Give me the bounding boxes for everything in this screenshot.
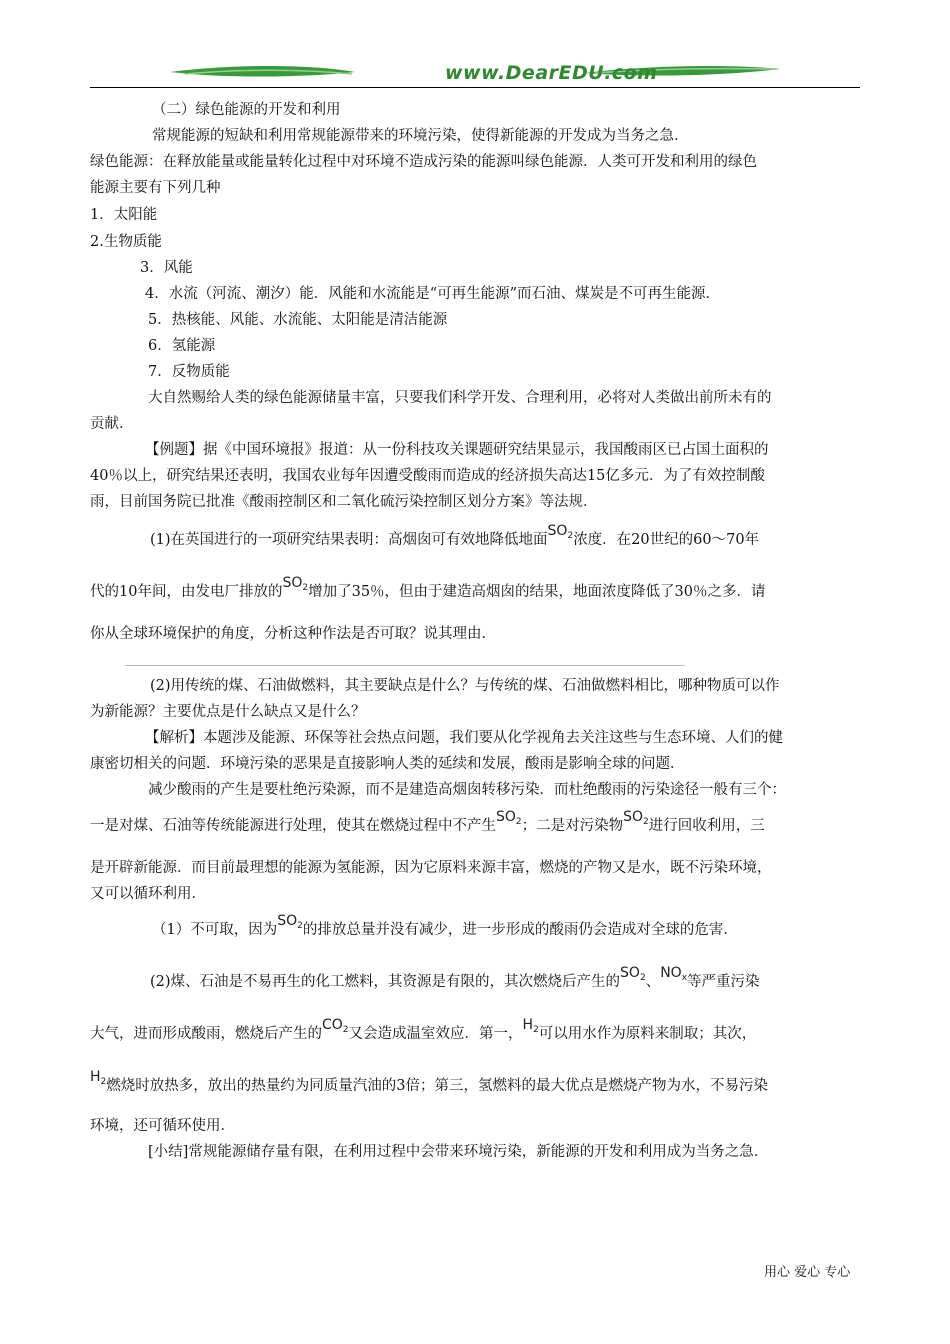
answer-line: (2)煤、石油是不易再生的化工燃料，其资源是有限的，其次燃烧后产生的$SO_2$、$NO_x$等严重污染 bbox=[150, 965, 760, 990]
answer-line: $H_2$燃烧时放热多，放出的热量约为同质量汽油的3倍；第三，氢燃料的最大优点是燃烧产物为水，不易污染 bbox=[90, 1069, 768, 1094]
analysis-line: 康密切相关的问题．环境污染的恶果是直接影响人类的延续和发展，酸雨是影响全球的问题． bbox=[90, 756, 685, 772]
so2-formula: $SO_2$ bbox=[547, 523, 574, 541]
header-rule bbox=[90, 87, 860, 88]
list-item: 3．风能 bbox=[140, 260, 193, 276]
list-item: 6．氢能源 bbox=[148, 338, 216, 354]
page-footer: 用心 爱心 专心 bbox=[764, 1265, 851, 1280]
question-line: 为新能源？主要优点是什么缺点又是什么？ bbox=[90, 704, 366, 720]
list-item: 2.生物质能 bbox=[90, 234, 162, 250]
list-item: 4．水流（河流、潮汐）能．风能和水流能是“可再生能源”而石油、煤炭是不可再生能源． bbox=[145, 286, 721, 302]
paragraph-line: 绿色能源：在释放能量或能量转化过程中对环境不造成污染的能源叫绿色能源．人类可开发和利用的绿色 bbox=[90, 154, 757, 170]
question-line: (1)在英国进行的一项研究结果表明：高烟囱可有效地降低地面$SO_2$浓度．在20世纪的60～70年 bbox=[150, 523, 760, 548]
answer-line: 环境，还可循环使用． bbox=[90, 1118, 235, 1134]
paragraph-line: 能源主要有下列几种 bbox=[90, 180, 221, 196]
answer-separator-line bbox=[125, 665, 685, 666]
so2-formula: $SO_2$ bbox=[277, 913, 303, 931]
nox-formula: $NO_x$ bbox=[660, 965, 688, 983]
answer-line: （1）不可取，因为$SO_2$的排放总量并没有减少，进一步形成的酸雨仍会造成对全球的危害． bbox=[152, 913, 738, 938]
list-item: 5．热核能、风能、水流能、太阳能是清洁能源 bbox=[148, 312, 448, 328]
so2-formula: $SO_2$ bbox=[282, 575, 309, 593]
analysis-line: 【解析】本题涉及能源、环保等社会热点问题，我们要从化学视角去关注这些与生态环境、人们的健 bbox=[145, 730, 783, 746]
h2-formula: $H_2$ bbox=[522, 1017, 539, 1035]
analysis-line: 一是对煤、石油等传统能源进行处理，使其在燃烧过程中不产生$SO_2$；二是对污染物$SO_2$进行回收利用，三 bbox=[90, 809, 765, 834]
list-item: 7．反物质能 bbox=[148, 364, 230, 380]
analysis-line: 减少酸雨的产生是要杜绝污染源，而不是建造高烟囱转移污染．而杜绝酸雨的污染途径一般有三个： bbox=[148, 782, 786, 798]
so2-formula: $SO_2$ bbox=[496, 809, 522, 827]
answer-line: 大气，进而形成酸雨，燃烧后产生的$CO_2$又会造成温室效应．第一，$H_2$可以用水作为原料来制取；其次， bbox=[90, 1017, 757, 1042]
question-line: (2)用传统的煤、石油做燃料，其主要缺点是什么？与传统的煤、石油做燃料相比，哪种物质可以作 bbox=[150, 678, 780, 694]
site-header-banner bbox=[90, 60, 860, 90]
list-item: 1．太阳能 bbox=[90, 207, 158, 223]
paragraph-line: 贡献． bbox=[90, 416, 134, 432]
paragraph-line: 大自然赐给人类的绿色能源储量丰富，只要我们科学开发、合理利用，必将对人类做出前所未有的 bbox=[148, 390, 772, 406]
analysis-line: 又可以循环利用． bbox=[90, 886, 206, 902]
analysis-line: 是开辟新能源．而目前最理想的能源为氢能源，因为它原料来源丰富，燃烧的产物又是水，既不污染环境， bbox=[90, 860, 772, 876]
summary-line: [小结]常规能源储存量有限，在利用过程中会带来环境污染，新能源的开发和利用成为当务之急． bbox=[148, 1144, 769, 1160]
h2-formula: $H_2$ bbox=[90, 1069, 107, 1087]
section-title: （二）绿色能源的开发和利用 bbox=[152, 102, 341, 118]
so2-formula: $SO_2$ bbox=[623, 809, 649, 827]
example-line: 雨，目前国务院已批准《酸雨控制区和二氧化硫污染控制区划分方案》等法规． bbox=[90, 494, 598, 510]
so2-formula: $SO_2$ bbox=[620, 965, 646, 983]
example-line: 40％以上，研究结果还表明，我国农业每年因遭受酸雨而造成的经济损失高达15亿多元．为了有效控制酸 bbox=[90, 468, 765, 484]
example-line: 【例题】据《中国环境报》报道：从一份科技攻关课题研究结果显示，我国酸雨区已占国土面积的 bbox=[145, 442, 769, 458]
co2-formula: $CO_2$ bbox=[322, 1017, 349, 1035]
paragraph-line: 常规能源的短缺和利用常规能源带来的环境污染，使得新能源的开发成为当务之急． bbox=[152, 128, 689, 144]
question-line: 代的10年间，由发电厂排放的$SO_2$增加了35％，但由于建造高烟囱的结果，地面浓度降低了30％之多．请 bbox=[90, 575, 766, 600]
question-line: 你从全球环境保护的角度，分析这种作法是否可取？说其理由． bbox=[90, 626, 496, 642]
site-url-text: www.DearEDU.com bbox=[445, 62, 658, 84]
